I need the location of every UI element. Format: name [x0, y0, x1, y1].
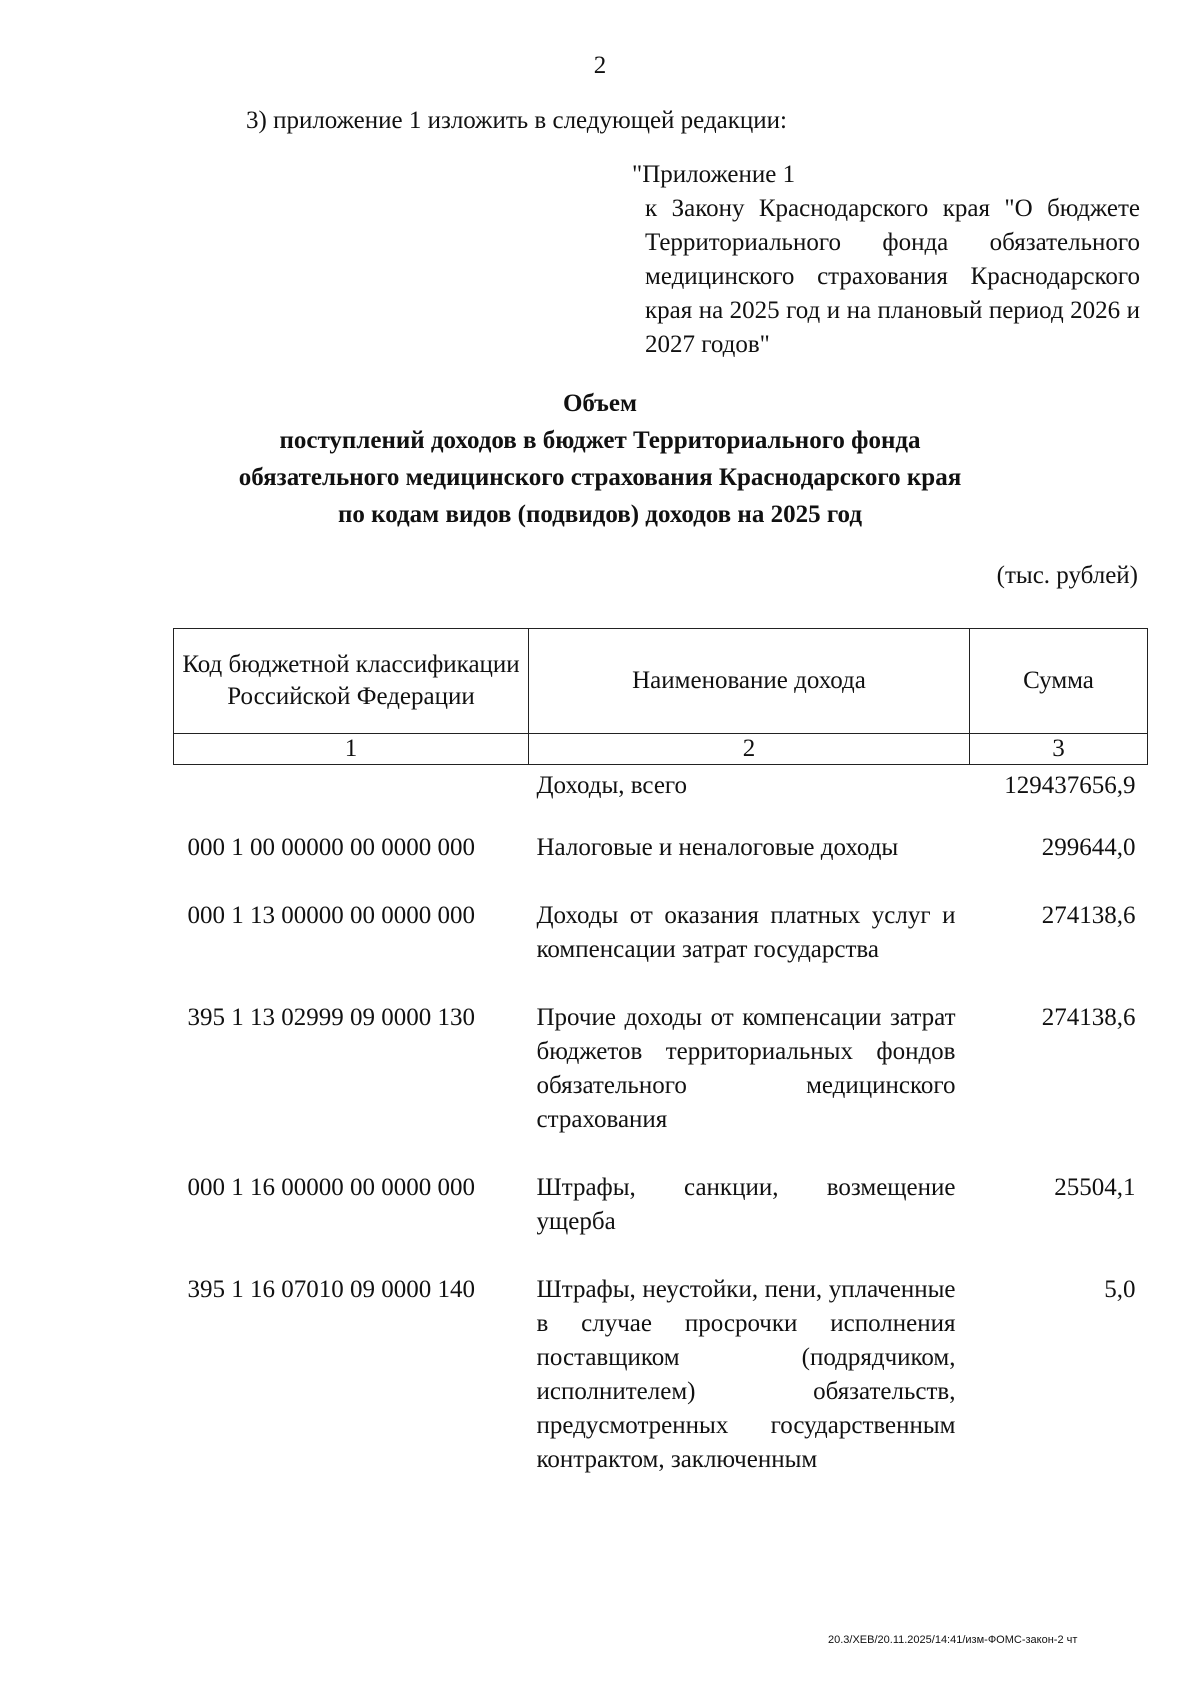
- appendix-note: [628, 158, 1140, 362]
- appendix-title: "Приложение 1: [632, 161, 796, 188]
- intro-text: 3) приложение 1 изложить в следующей редакции:: [246, 107, 787, 134]
- heading-line-2: поступлений доходов в бюджет Территориального фонда: [279, 427, 921, 454]
- row-amount: 274138,6: [1041, 902, 1136, 929]
- row-name: Штрафы, санкции, возмещение ущерба: [536, 1174, 956, 1235]
- column-number-row: [174, 734, 1148, 765]
- header-name: Наименование дохода: [529, 629, 970, 734]
- row-name: Доходы от оказания платных услуг и компенсации затрат государства: [536, 902, 956, 963]
- row-amount: 274138,6: [1041, 1004, 1136, 1031]
- row-name: Доходы, всего: [536, 772, 688, 799]
- heading-line-4: по кодам видов (подвидов) доходов на 2025 год: [338, 501, 862, 528]
- header-code: Код бюджетной классификации Российской Федерации: [174, 629, 529, 734]
- column-number: 1: [174, 734, 529, 765]
- row-amount: 129437656,9: [1004, 772, 1136, 799]
- row-name: Налоговые и неналоговые доходы: [536, 834, 899, 861]
- page-number: 2: [593, 52, 607, 79]
- row-code: [174, 765, 529, 832]
- table-row: [174, 831, 1148, 899]
- row-amount: 299644,0: [1041, 834, 1136, 861]
- table-row: [174, 765, 1148, 832]
- table-row: [174, 899, 1148, 1001]
- row-name: Штрафы, неустойки, пени, уплаченные в случае просрочки исполнения поставщиком (подрядчиком, исполнителем) обязательств, предусмотренных государственным контрактом, заключенным: [536, 1276, 956, 1473]
- header-amount: Сумма: [970, 629, 1148, 734]
- row-code: 000 1 16 00000 00 0000 000: [187, 1174, 475, 1201]
- income-table: [173, 628, 1148, 1511]
- row-code: 395 1 16 07010 09 0000 140: [187, 1276, 475, 1303]
- heading-line-1: Объем: [562, 390, 638, 417]
- row-code: 395 1 13 02999 09 0000 130: [187, 1004, 475, 1031]
- appendix-body: к Закону Краснодарского края "О бюджете Территориального фонда обязательного медицинского страхования Краснодарского края на 2025 год и на плановый период 2026 и 2027 годов": [645, 195, 1140, 358]
- row-code: 000 1 13 00000 00 0000 000: [187, 902, 475, 929]
- table-row: [174, 1273, 1148, 1511]
- heading-line-3: обязательного медицинского страхования Краснодарского края: [238, 464, 962, 491]
- row-code: 000 1 00 00000 00 0000 000: [187, 834, 475, 861]
- column-number: 3: [970, 734, 1148, 765]
- column-number: 2: [529, 734, 970, 765]
- row-amount: 5,0: [1104, 1276, 1136, 1303]
- table-header-row: [174, 629, 1148, 734]
- row-name: Прочие доходы от компенсации затрат бюджетов территориальных фондов обязательного медицинского страхования: [536, 1004, 956, 1133]
- table-row: [174, 1001, 1148, 1171]
- document-heading: [0, 385, 1200, 533]
- document-footer-code: 20.3/ХЕВ/20.11.2025/14:41/изм-ФОМС-закон-2 чт: [828, 1634, 1078, 1646]
- table-row: [174, 1171, 1148, 1273]
- units-label: (тыс. рублей): [996, 562, 1138, 589]
- row-amount: 25504,1: [1054, 1174, 1136, 1201]
